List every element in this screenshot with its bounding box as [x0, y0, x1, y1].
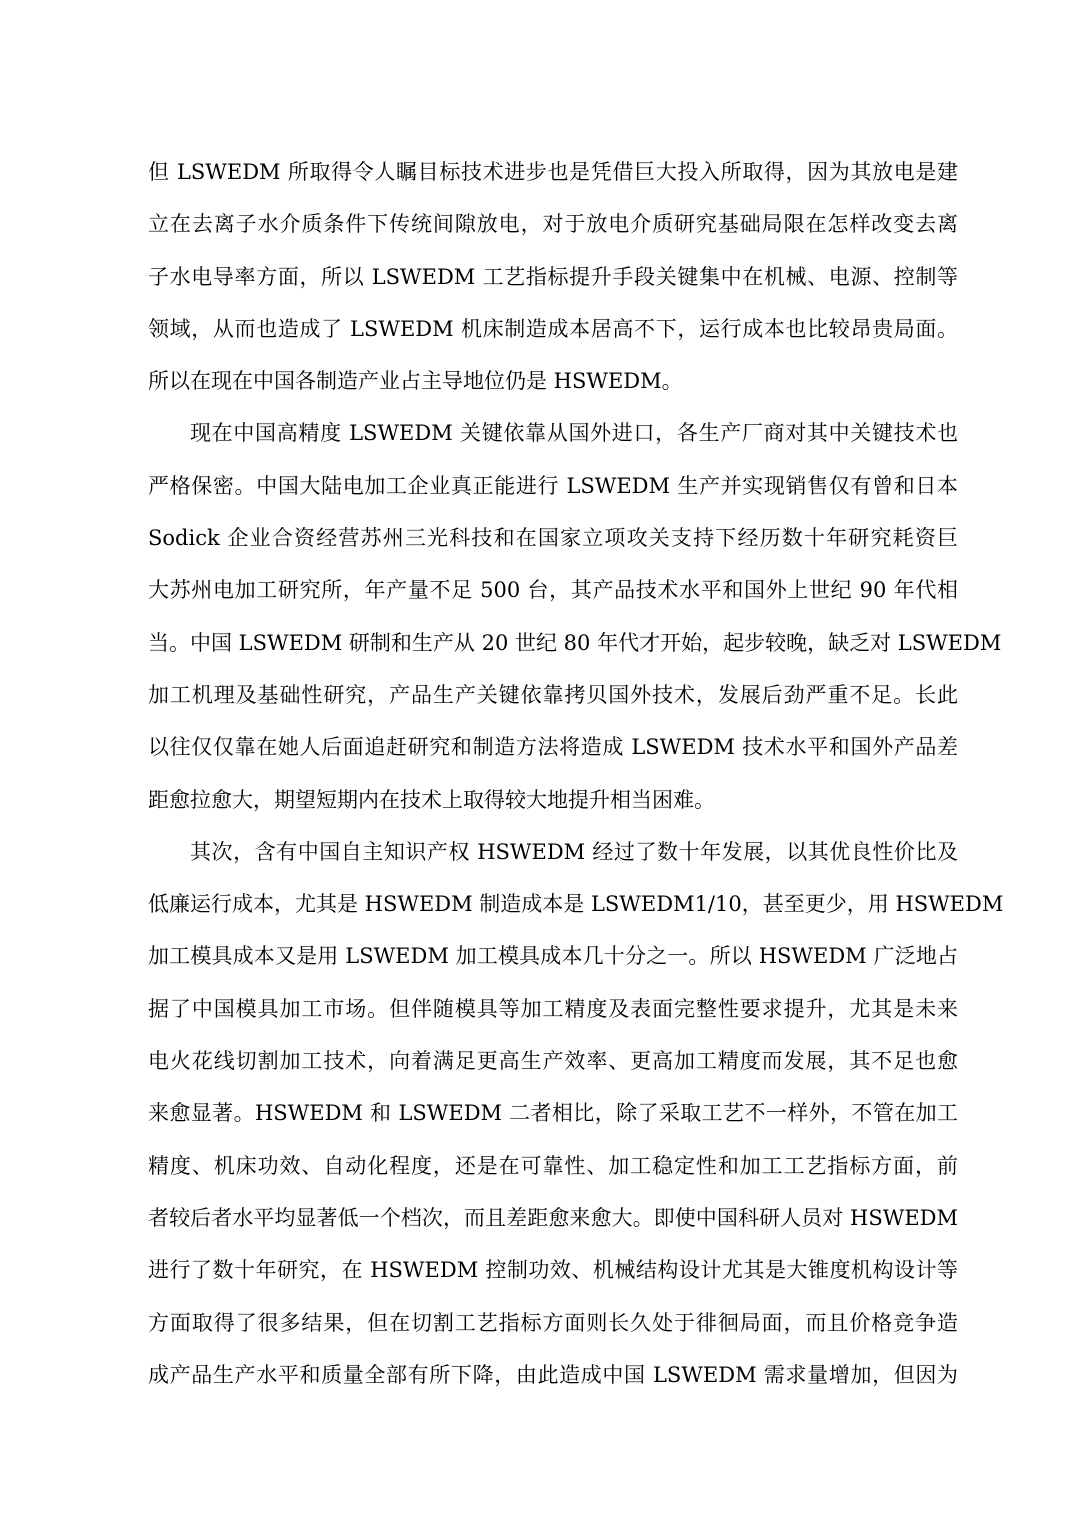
text-line: 加工模具成本又是用 LSWEDM 加工模具成本几十分之一。所以 HSWEDM 广泛地占 — [148, 944, 958, 969]
text-line: 者较后者水平均显著低一个档次，而且差距愈来愈大。即使中国科研人员对 HSWEDM — [148, 1205, 958, 1230]
text-line: 进行了数十年研究，在 HSWEDM 控制功效、机械结构设计尤其是大锥度机构设计等 — [148, 1258, 958, 1283]
paragraph-start-line: 现在中国高精度 LSWEDM 关键依靠从国外进口，各生产厂商对其中关键技术也 — [190, 421, 958, 446]
text-line: 当。中国 LSWEDM 研制和生产从 20 世纪 80 年代才开始，起步较晚，缺乏对 LSWEDM — [148, 630, 1002, 655]
text-line: 所以在现在中国各制造产业占主导地位仍是 HSWEDM。 — [148, 369, 683, 394]
text-line: 领域，从而也造成了 LSWEDM 机床制造成本居高不下，运行成本也比较昂贵局面。 — [148, 316, 958, 341]
text-line: 来愈显著。HSWEDM 和 LSWEDM 二者相比，除了采取工艺不一样外，不管在加工 — [148, 1101, 958, 1126]
text-line: 低廉运行成本，尤其是 HSWEDM 制造成本是 LSWEDM1/10，甚至更少，用 HSWEDM — [148, 892, 1004, 917]
text-line: Sodick 企业合资经营苏州三光科技和在国家立项攻关支持下经历数十年研究耗资巨 — [148, 526, 958, 551]
text-line: 精度、机床功效、自动化程度，还是在可靠性、加工稳定性和加工工艺指标方面，前 — [148, 1153, 958, 1178]
text-line: 严格保密。中国大陆电加工企业真正能进行 LSWEDM 生产并实现销售仅有曾和日本 — [148, 473, 958, 498]
text-line: 立在去离子水介质条件下传统间隙放电，对于放电介质研究基础局限在怎样改变去离 — [148, 212, 958, 237]
text-line: 方面取得了很多结果，但在切割工艺指标方面则长久处于徘徊局面，而且价格竞争造 — [148, 1310, 958, 1335]
text-line: 但 LSWEDM 所取得令人瞩目标技术进步也是凭借巨大投入所取得，因为其放电是建 — [148, 160, 958, 184]
text-line: 距愈拉愈大，期望短期内在技术上取得较大地提升相当困难。 — [148, 787, 715, 812]
text-line: 子水电导率方面，所以 LSWEDM 工艺指标提升手段关键集中在机械、电源、控制等 — [148, 264, 958, 289]
text-line: 据了中国模具加工市场。但伴随模具等加工精度及表面完整性要求提升，尤其是未来 — [148, 996, 958, 1021]
body-text — [148, 146, 1004, 1401]
text-line: 加工机理及基础性研究，产品生产关键依靠拷贝国外技术，发展后劲严重不足。长此 — [148, 682, 958, 707]
paragraph-start-line: 其次，含有中国自主知识产权 HSWEDM 经过了数十年发展，以其优良性价比及 — [190, 839, 958, 864]
text-line: 成产品生产水平和质量全部有所下降，由此造成中国 LSWEDM 需求量增加，但因为 — [148, 1362, 958, 1387]
text-line: 电火花线切割加工技术，向着满足更高生产效率、更高加工精度而发展，其不足也愈 — [148, 1049, 958, 1074]
text-line: 以往仅仅靠在她人后面追赶研究和制造方法将造成 LSWEDM 技术水平和国外产品差 — [148, 735, 958, 760]
text-line: 大苏州电加工研究所，年产量不足 500 台，其产品技术水平和国外上世纪 90 年代相 — [148, 578, 958, 603]
